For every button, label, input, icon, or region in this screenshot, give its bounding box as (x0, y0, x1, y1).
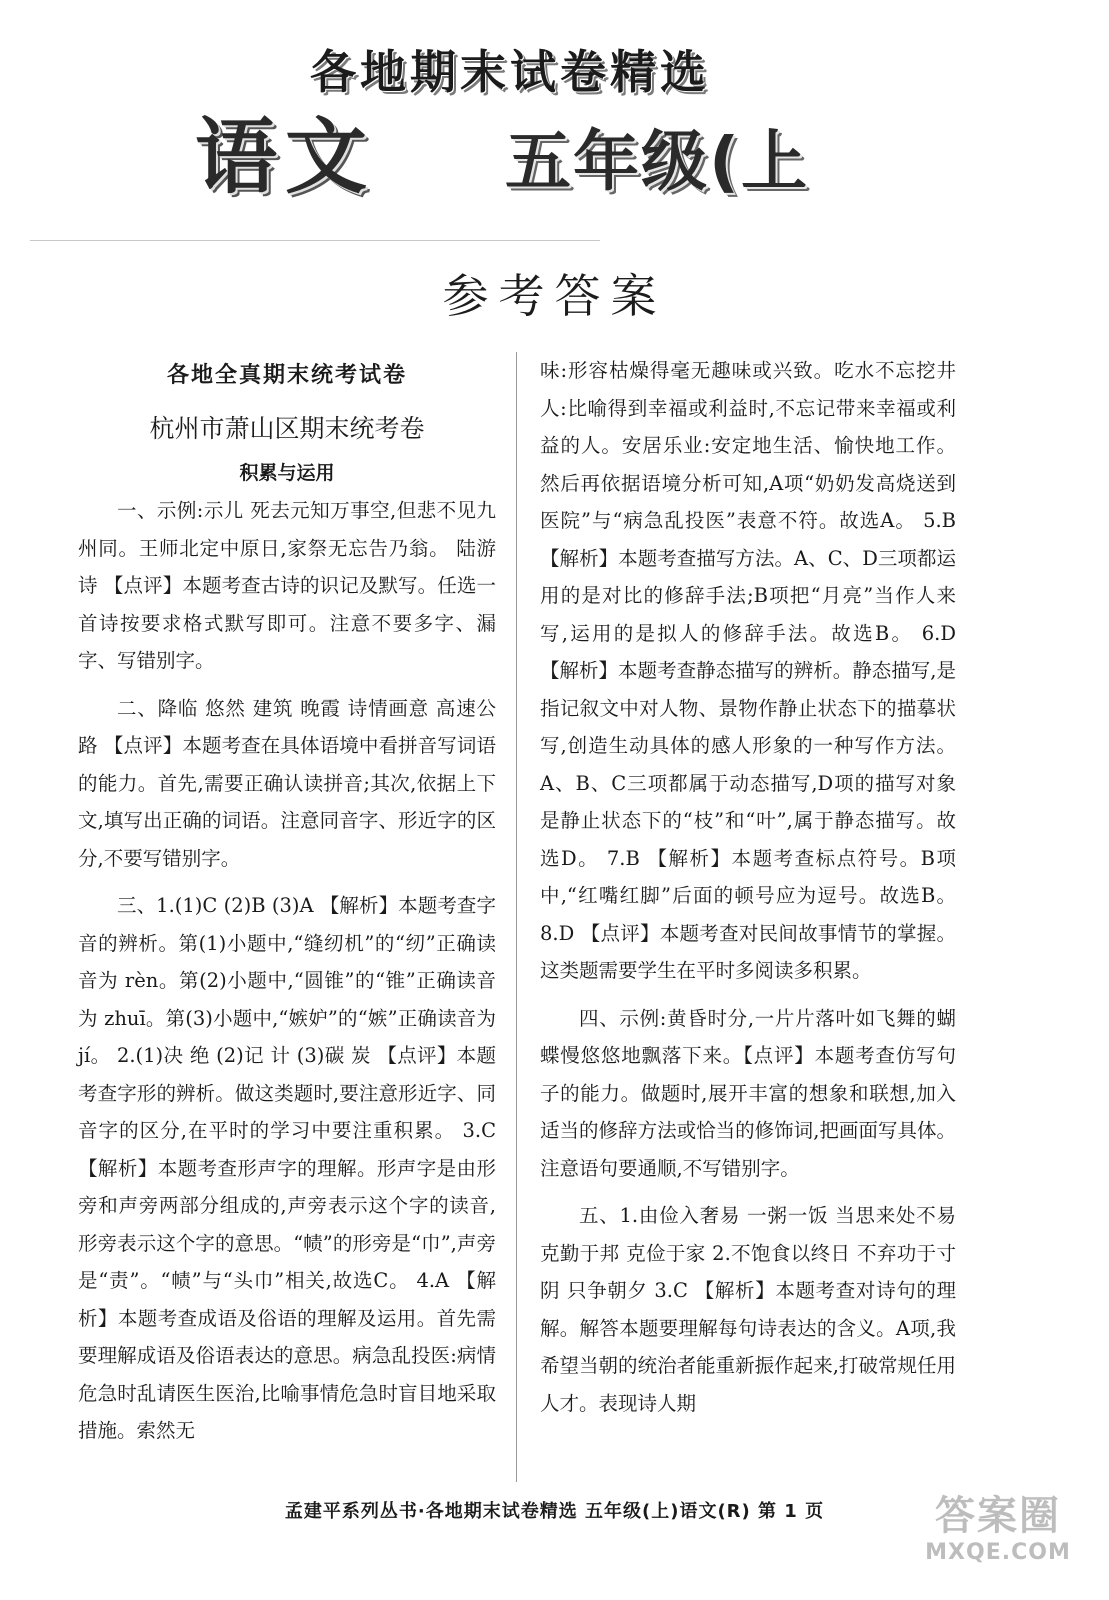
right-column (540, 352, 956, 1422)
series-title: 各地期末试卷精选 (310, 45, 710, 99)
watermark-url: MXQE.COM (925, 1540, 1071, 1565)
header-rule (30, 240, 600, 241)
answer-paragraph: 五、1.由俭入奢易 一粥一饭 当思来处不易 克勤于邦 克俭于家 2.不饱食以终日 不弃功于寸阴 只争朝夕 3.C 【解析】本题考查对诗句的理解。解答本题要理解每句诗表达的含义。A项,我希望当朝的统治者能重新振作起来,打破常规任用人才。表现诗人期 (540, 1204, 956, 1415)
grade-title: 五年级(上 (505, 123, 810, 200)
watermark-logo (918, 1492, 1078, 1566)
banner (0, 0, 1109, 240)
column-divider (516, 352, 517, 1482)
watermark-text: 答案圈 (935, 1493, 1061, 1539)
subject-title: 语文 (195, 110, 376, 205)
exam-name: 杭州市萧山区期末统考卷 (149, 414, 425, 443)
answer-paragraph: 三、1.(1)C (2)B (3)A 【解析】本题考查字音的辨析。第(1)小题中,“缝纫机”的“纫”正确读音为 rèn。第(2)小题中,“圆锥”的“锥”正确读音为 zhuī。第(3)小题中,“嫉妒”的“嫉”正确读音为 jí。 2.(1)决 绝 (2)记 计 (3)碳 炭 【点评】本题考查字形的辨析。做这类题时,要注意形近字、同音字的区分,在平时的学习中要注重积累。 3.C 【解析】本题考查形声字的理解。形声字是由形旁和声旁两部分组成的,声旁表示这个字的读音,形旁表示这个字的意思。“帻”的形旁是“巾”,声旁是“责”。“帻”与“头巾”相关,故选C。 4.A 【解析】本题考查成语及俗语的理解及运用。首先需要理解成语及俗语表达的意思。病急乱投医:病情危急时乱请医生医治,比喻事情危急时盲目地采取措施。索然无 (78, 894, 496, 1442)
part-heading: 积累与运用 (239, 462, 335, 484)
section-heading: 各地全真期末统考试卷 (166, 363, 407, 388)
left-column (78, 352, 496, 1450)
answer-paragraph: 四、示例:黄昏时分,一片片落叶如飞舞的蝴蝶慢悠悠地飘落下来。【点评】本题考查仿写句子的能力。做题时,展开丰富的想象和联想,加入适当的修辞方法或恰当的修饰词,把画面写具体。注意语句要通顺,不写错别字。 (540, 1006, 956, 1180)
answer-paragraph: 味:形容枯燥得毫无趣味或兴致。吃水不忘挖井人:比喻得到幸福或利益时,不忘记带来幸福或利益的人。安居乐业:安定地生活、愉快地工作。然后再依据语境分析可知,A项“奶奶发高烧送到医院”与“病急乱投医”表意不符。故选A。 5.B 【解析】本题考查描写方法。A、C、D三项都运用的是对比的修辞手法;B项把“月亮”当作人来写,运用的是拟人的修辞手法。故选B。 6.D 【解析】本题考查静态描写的辨析。静态描写,是指记叙文中对人物、景物作静止状态下的描摹状写,创造生动具体的感人形象的一种写作方法。A、B、C三项都属于动态描写,D项的描写对象是静止状态下的“枝”和“叶”,属于静态描写。故选D。 7.B 【解析】本题考查标点符号。B项中,“红嘴红脚”后面的顿号应为逗号。故选B。 8.D 【点评】本题考查对民间故事情节的掌握。这类题需要学生在平时多阅读多积累。 (540, 359, 956, 982)
page-footer: 孟建平系列丛书·各地期末试卷精选 五年级(上)语文(R) 第 1 页 (284, 1501, 825, 1522)
page-title: 参考答案 (442, 269, 667, 323)
answer-paragraph: 一、示例:示儿 死去元知万事空,但悲不见九州同。王师北定中原日,家祭无忘告乃翁。 陆游诗 【点评】本题考查古诗的识记及默写。任选一首诗按要求格式默写即可。注意不要多字、漏字、写错别字。 (78, 499, 496, 672)
answer-paragraph: 二、降临 悠然 建筑 晚霞 诗情画意 高速公路 【点评】本题考查在具体语境中看拼音写词语的能力。首先,需要正确认读拼音;其次,依据上下文,填写出正确的词语。注意同音字、形近字的区分,不要写错别字。 (78, 696, 496, 870)
